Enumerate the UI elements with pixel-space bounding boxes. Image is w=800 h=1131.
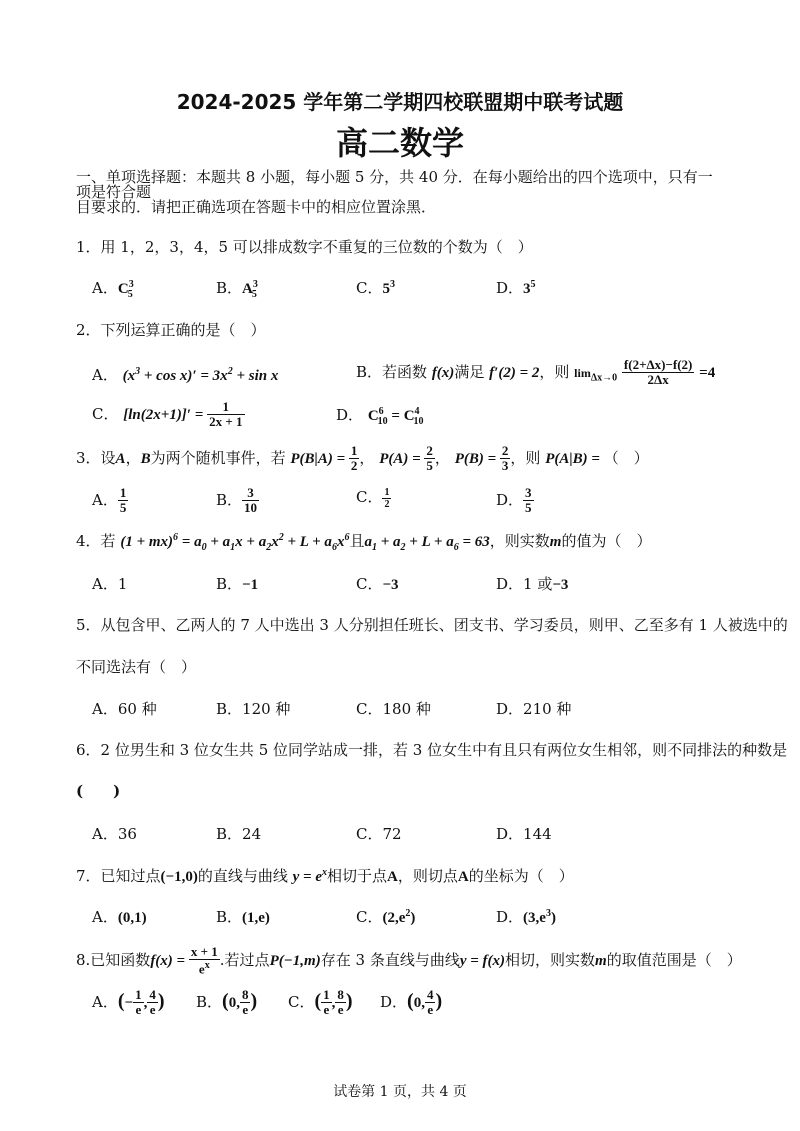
question-7-option-c: C．$(2,e^2)$ (356, 908, 416, 926)
question-7-option-a: A．(0,1) (92, 908, 147, 926)
question-2-option-d: D． $C^6_{10} = C^4_{10}$ (336, 406, 424, 427)
question-2-option-b: B．若函数 f(x)满足 f′(2) = 2，则 $\lim_{\Delta x\to 0}$ $\frac{f(2+\Delta x)-f(2)}{2\Delta x}$ =4 (356, 357, 716, 388)
section-instruction-line2: 目要求的．请把正确选项在答题卡中的相应位置涂黑． (76, 198, 437, 216)
question-8-option-c: C．( $\frac{1}{e}$ , $\frac{8}{e}$ ) (288, 987, 353, 1018)
question-1-option-d: D．$3^5$ (496, 279, 536, 297)
question-4-stem: 4．若 $(1 + mx)^6 = a_0 + a_1x + a_2x^2 + L + a_6x^6$且$a_1 + a_2 + L + a_6 = 63$，则实数m的值为（ ） (76, 532, 652, 553)
question-7-option-d: D．$(3,e^3)$ (496, 908, 556, 926)
question-6-line1: 6．2 位男生和 3 位女生共 5 位同学站成一排，若 3 位女生中有且只有两位女生相邻，则不同排法的种数是 (76, 741, 788, 759)
question-2-option-a: A． $(x^3 + \cos x)' = 3x^2 + \sin x$ (92, 366, 279, 384)
question-6-line2: ( ) (76, 782, 121, 800)
question-6-option-c: C．72 (356, 825, 402, 843)
question-8-stem: 8.已知函数f(x) = $\frac{x + 1}{e^x}$ .若过点P(−1,m)存在 3 条直线与曲线y = f(x)相切，则实数m的取值范围是（ ） (76, 944, 742, 977)
question-6-option-b: B．24 (216, 825, 262, 843)
question-8-option-d: D．(0, $\frac{4}{e}$ ) (380, 987, 443, 1018)
page-footer: 试卷第 1 页，共 4 页 (333, 1084, 467, 1100)
exam-subject: 高二数学 (335, 124, 464, 162)
exam-title: 2024-2025 学年第二学期四校联盟期中联考试题 (176, 90, 624, 114)
question-7-option-b: B．(1,e) (216, 908, 270, 926)
question-4-option-a: A．1 (92, 575, 128, 593)
question-1-option-a: A．$C^3_5$ (92, 279, 134, 300)
question-8-option-a: A．(− $\frac{1}{e}$ , $\frac{4}{e}$ ) (92, 987, 165, 1018)
question-5-option-c: C．180 种 (356, 700, 431, 718)
question-3-option-d: D． $\frac{3}{5}$ (496, 485, 532, 516)
question-8-option-b: B．(0, $\frac{8}{e}$ ) (196, 987, 258, 1018)
question-5-option-b: B．120 种 (216, 700, 291, 718)
question-3-option-c: C． $\frac{1}{2}$ (356, 486, 390, 510)
question-1-option-c: C．$5^3$ (356, 279, 395, 297)
question-5-option-d: D．210 种 (496, 700, 572, 718)
section-instruction-line1: 一、单项选择题：本题共 8 小题，每小题 5 分，共 40 分．在每小题给出的四个选项中，只有一项是符合题 (76, 168, 713, 201)
question-3-option-b: B． $\frac{3}{10}$ (216, 485, 258, 516)
question-5-line2: 不同选法有（ ） (76, 658, 197, 676)
question-4-option-d: D．1 或−3 (496, 575, 569, 593)
question-6-option-a: A．36 (92, 825, 137, 843)
question-2-option-c: C． [ln(2x+1)]′ = $\frac{1}{2x + 1}$ (92, 399, 243, 430)
question-5-option-a: A．60 种 (92, 700, 157, 718)
question-3-stem: 3．设A，B为两个随机事件，若 P(B|A) = $\frac{1}{2}$ ， P(A) = $\frac{2}{5}$ ， P(B) = $\frac{2}{3}$ ，则 P(A|B) = （ ） (76, 443, 649, 474)
question-6-option-d: D．144 (496, 825, 552, 843)
question-1-option-b: B．$A^3_5$ (216, 279, 258, 300)
question-1-stem: 1．用 1，2，3，4，5 可以排成数字不重复的三位数的个数为（ ） (76, 238, 533, 256)
question-3-option-a: A． $\frac{1}{5}$ (92, 485, 127, 516)
question-7-stem: 7．已知过点(−1,0)的直线与曲线 $y = e^x$相切于点A，则切点A的坐标为（ ） (76, 867, 574, 885)
question-4-option-b: B．−1 (216, 575, 259, 593)
question-5-line1: 5．从包含甲、乙两人的 7 人中选出 3 人分别担任班长、团支书、学习委员，则甲、乙至多有 1 人被选中的 (76, 616, 788, 634)
question-2-stem: 2．下列运算正确的是（ ） (76, 321, 266, 339)
question-4-option-c: C．−3 (356, 575, 399, 593)
